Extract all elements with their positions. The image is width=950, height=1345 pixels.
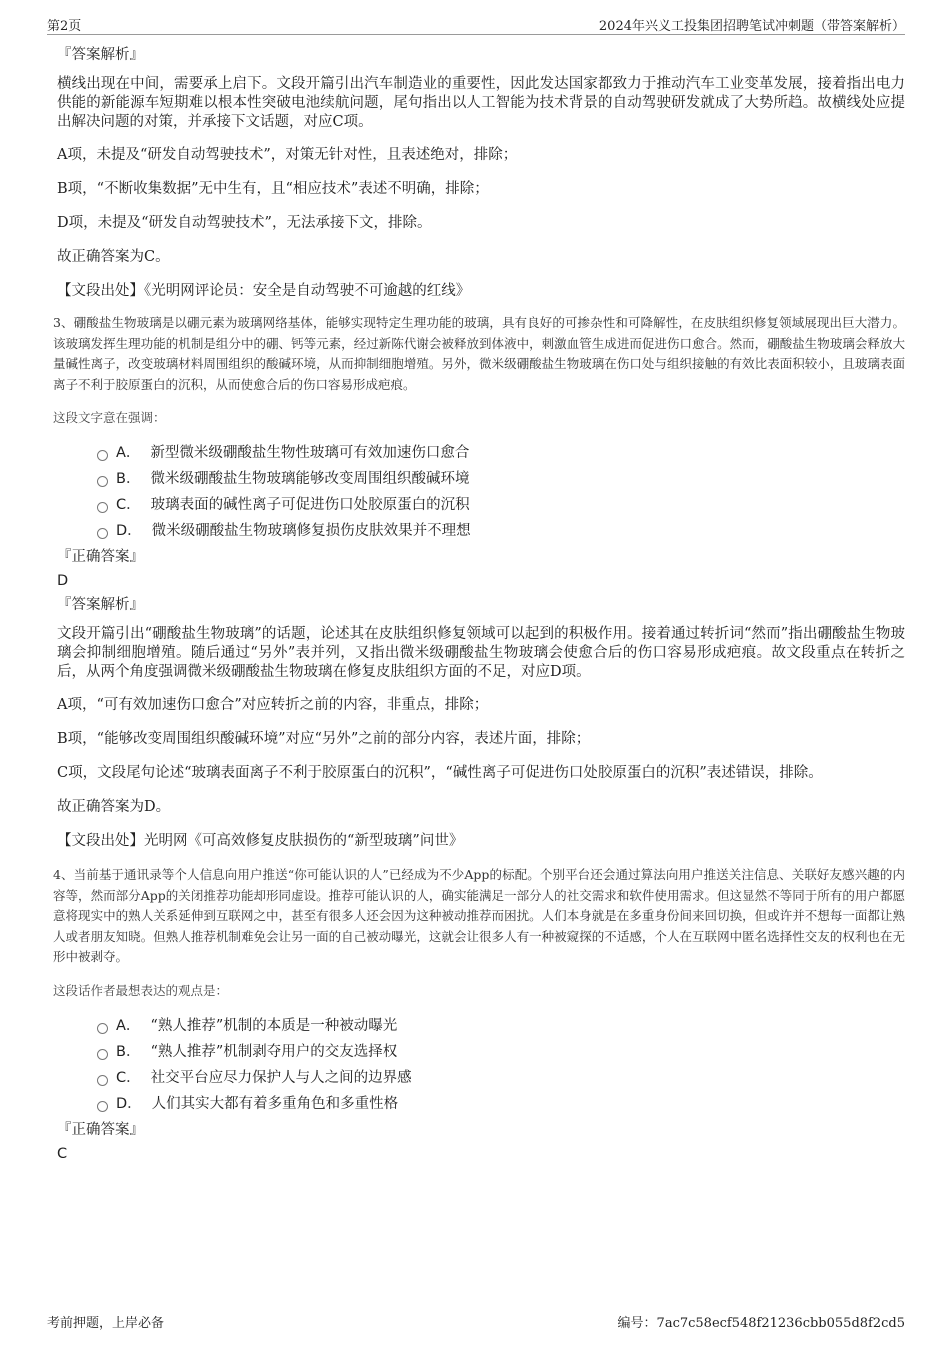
q4-prompt: 这段话作者最想表达的观点是： [53,982,229,998]
radio-icon[interactable] [97,528,108,539]
q3-prompt: 这段文字意在强调： [53,410,166,425]
document-title: 2024年兴义工投集团招聘笔试冲刺题（带答案解析） [598,19,905,34]
page-header [47,12,905,35]
q3-option-a[interactable]: A． 新型微米级硼酸盐生物性玻璃可有效加速伤口愈合 [97,444,905,463]
footer-slogan: 考前押题，上岸必备 [47,1316,165,1331]
radio-icon[interactable] [97,1075,108,1086]
q3-option-a-note: A项，“可有效加速伤口愈合”对应转折之前的内容，非重点，排除； [57,697,489,713]
q3-analysis-label: 『答案解析』 [57,597,144,613]
q4-option-a[interactable]: A． “熟人推荐”机制的本质是一种被动曝光 [97,1017,905,1036]
radio-icon[interactable] [97,450,108,461]
q3-source: 【文段出处】光明网《可高效修复皮肤损伤的“新型玻璃”问世》 [57,833,464,849]
q2-option-d-note: D项，未提及“研发自动驾驶技术”，无法承接下文，排除。 [57,215,432,231]
q3-answer: D [57,573,69,589]
q3-option-b-note: B项，“能够改变周围组织酸碱环境”对应“另外”之前的部分内容，表述片面，排除； [57,731,591,747]
radio-icon[interactable] [97,1101,108,1112]
q3-conclusion: 故正确答案为D。 [57,799,171,815]
page-number: 第2页 [47,19,82,34]
q2-option-b-note: B项，“不断收集数据”无中生有，且“相应技术”表述不明确，排除； [57,181,489,197]
q3-option-c[interactable]: C． 玻璃表面的碱性离子可促进伤口处胶原蛋白的沉积 [97,496,905,515]
q2-analysis-label: 『答案解析』 [57,47,144,63]
q3-option-c-note: C项，文段尾句论述“玻璃表面离子不利于胶原蛋白的沉积”，“碱性离子可促进伤口处胶原蛋白的沉积”表述错误，排除。 [57,765,823,781]
q3-answer-label: 『正确答案』 [57,549,144,565]
q3-option-d[interactable]: D． 微米级硼酸盐生物玻璃修复损伤皮肤效果并不理想 [97,522,905,541]
q2-analysis: 横线出现在中间，需要承上启下。文段开篇引出汽车制造业的重要性，因此发达国家都致力于推动汽车工业变革发展，接着指出电力供能的新能源车短期难以根本性突破电池续航问题，尾句指出以人工智能为技术背景的自动驾驶研发就成了大势所趋。故横线处应提出解决问题的对策，并承接下文话题，对应C项。 [57,76,905,130]
q3-options [97,444,905,541]
radio-icon[interactable] [97,476,108,487]
q4-text: 4、当前基于通讯录等个人信息向用户推送“你可能认识的人”已经成为不少App的标配。个别平台还会通过算法向用户推送关注信息、关联好友感兴趣的内容等，然而部分App的关闭推荐功能却形同虚设。推荐可能认识的人，确实能满足一部分人的社交需求和软件使用需求。但这显然不等同于所有的用户都愿意将现实中的熟人关系延伸到互联网之中，甚至有很多人还会因为这种被动推荐而困扰。人们本身就是在多重身份间来回切换，但或许并不想每一面都让熟人或者朋友知晓。但熟人推荐机制难免会让另一面的自己被动曝光，这就会让很多人有一种被窥探的不适感，个人在互联网中匿名选择性交友的权利也在无形中被剥夺。 [53,867,905,964]
q4-option-c[interactable]: C． 社交平台应尽力保护人与人之间的边界感 [97,1069,905,1088]
radio-icon[interactable] [97,1023,108,1034]
q3-text: 3、硼酸盐生物玻璃是以硼元素为玻璃网络基体，能够实现特定生理功能的玻璃，具有良好的可掺杂性和可降解性，在皮肤组织修复领域展现出巨大潜力。该玻璃发挥生理功能的机制是组分中的硼、钙等元素，经过新陈代谢会被释放到体液中，刺激血管生成进而促进伤口愈合。然而，硼酸盐生物玻璃会释放大量碱性离子，改变玻璃材料周围组织的酸碱环境，从而抑制细胞增殖。另外，微米级硼酸盐生物玻璃在伤口处与组织接触的有效比表面积较小，且玻璃表面离子不利于胶原蛋白的沉积，从而使愈合后的伤口容易形成疤痕。 [53,315,905,392]
q2-option-a-note: A项，未提及“研发自动驾驶技术”，对策无针对性，且表述绝对，排除； [57,147,518,163]
q4-option-d[interactable]: D． 人们其实大都有着多重角色和多重性格 [97,1095,905,1114]
q2-source: 【文段出处】《光明网评论员：安全是自动驾驶不可逾越的红线》 [57,283,471,299]
page-content [53,46,905,1169]
q4-option-b[interactable]: B． “熟人推荐”机制剥夺用户的交友选择权 [97,1043,905,1062]
q4-answer-label: 『正确答案』 [57,1121,144,1138]
q4-options [97,1017,905,1114]
q3-option-b[interactable]: B． 微米级硼酸盐生物玻璃能够改变周围组织酸碱环境 [97,470,905,489]
q3-analysis: 文段开篇引出“硼酸盐生物玻璃”的话题，论述其在皮肤组织修复领域可以起到的积极作用。接着通过转折词“然而”指出硼酸盐生物玻璃会抑制细胞增殖。随后通过“另外”表并列，又指出微米级硼酸盐生物玻璃会使愈合后的伤口容易形成疤痕。故文段重点在转折之后，从两个角度强调微米级硼酸盐生物玻璃在修复皮肤组织方面的不足，对应D项。 [57,626,905,680]
radio-icon[interactable] [97,1049,108,1060]
q2-conclusion: 故正确答案为C。 [57,249,170,265]
q4-answer: C [57,1145,68,1162]
radio-icon[interactable] [97,502,108,513]
document-id: 编号：7ac7c58ecf548f21236cbb055d8f2cd5 [617,1316,905,1331]
